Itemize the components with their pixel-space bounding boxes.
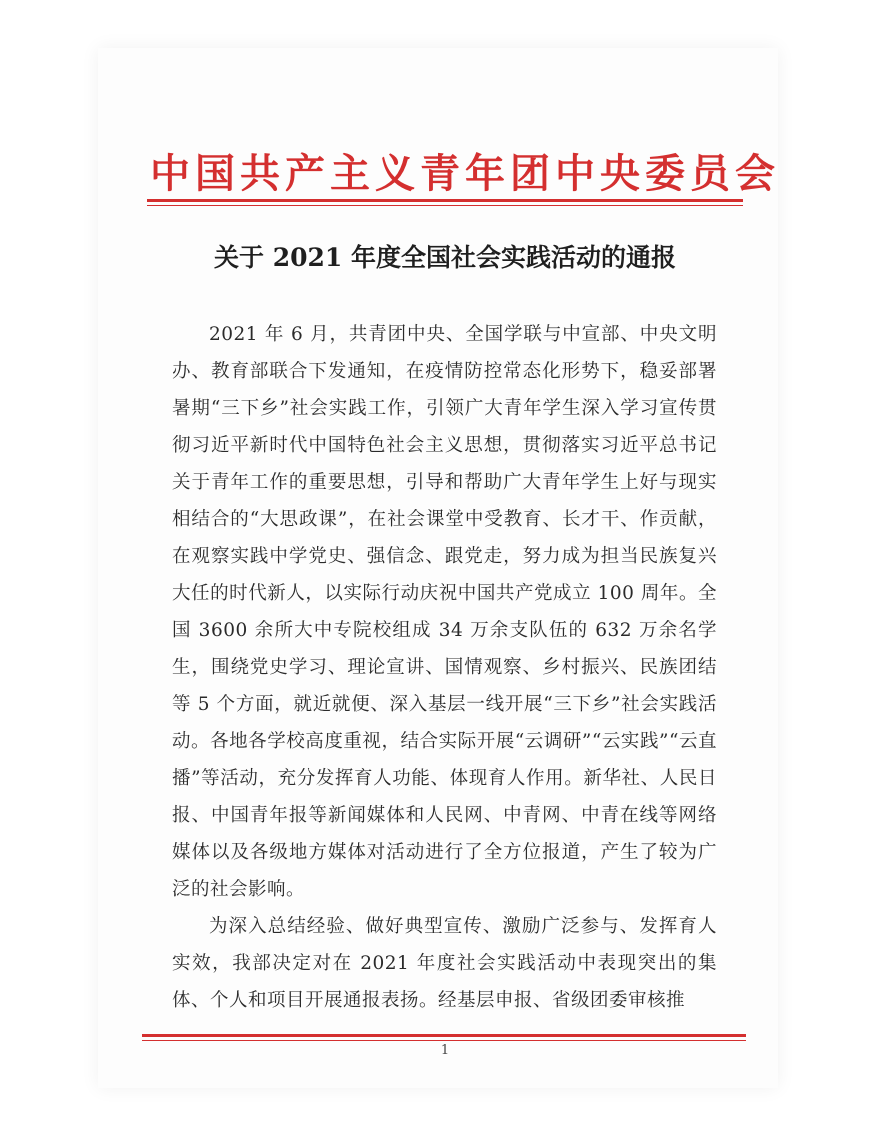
document-body	[172, 316, 717, 1019]
footer-rule-thick	[142, 1034, 746, 1037]
page-number: 1	[440, 1043, 450, 1058]
header-rule-thick	[147, 199, 743, 202]
document-title: 关于 2021 年度全国社会实践活动的通报	[214, 243, 676, 272]
organization-header: 中国共产主义青年团中央委员会	[150, 150, 780, 197]
body-paragraph-2: 为深入总结经验、做好典型宣传、激励广泛参与、发挥育人实效，我部决定对在 2021 年度社会实践活动中表现突出的集体、个人和项目开展通报表扬。经基层申报、省级团委审核推	[172, 916, 717, 1011]
footer-rule-thin	[142, 1040, 746, 1041]
header-rule-thin	[147, 205, 743, 206]
body-paragraph-1: 2021 年 6 月，共青团中央、全国学联与中宣部、中央文明办、教育部联合下发通知，在疫情防控常态化形势下，稳妥部署暑期“三下乡”社会实践工作，引领广大青年学生深入学习宣传贯彻习近平新时代中国特色社会主义思想，贯彻落实习近平总书记关于青年工作的重要思想，引导和帮助广大青年学生上好与现实相结合的“大思政课”，在社会课堂中受教育、长才干、作贡献，在观察实践中学党史、强信念、跟党走，努力成为担当民族复兴大任的时代新人，以实际行动庆祝中国共产党成立 100 周年。全国 3600 余所大中专院校组成 34 万余支队伍的 632 万余名学生，围绕党史学习、理论宣讲、国情观察、乡村振兴、民族团结等 5 个方面，就近就便、深入基层一线开展“三下乡”社会实践活动。各地各学校高度重视，结合实际开展“云调研”“云实践”“云直播”等活动，充分发挥育人功能、体现育人作用。新华社、人民日报、中国青年报等新闻媒体和人民网、中青网、中青在线等网络媒体以及各级地方媒体对活动进行了全方位报道，产生了较为广泛的社会影响。	[172, 324, 717, 900]
